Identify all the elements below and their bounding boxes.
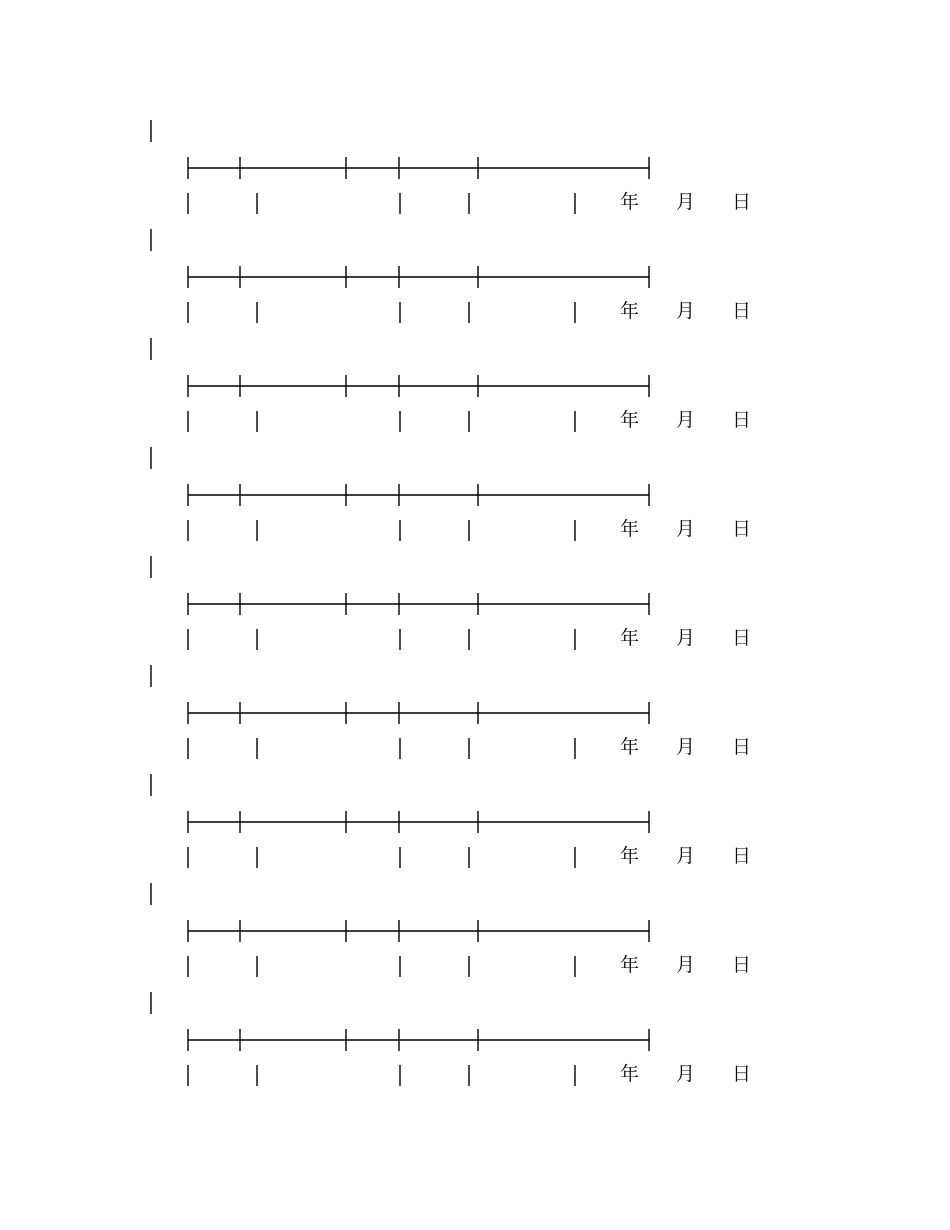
date-label-year: 年: [620, 954, 640, 976]
date-label-month: 月: [676, 409, 696, 431]
date-label-year: 年: [620, 627, 640, 649]
date-label-month: 月: [676, 845, 696, 867]
date-label-year: 年: [620, 518, 640, 540]
date-label-month: 月: [676, 300, 696, 322]
date-label-day: 日: [732, 518, 752, 540]
date-label-year: 年: [620, 736, 640, 758]
date-label-day: 日: [732, 300, 752, 322]
date-label-month: 月: [676, 627, 696, 649]
date-label-year: 年: [620, 409, 640, 431]
date-label-year: 年: [620, 300, 640, 322]
date-label-day: 日: [732, 736, 752, 758]
date-label-day: 日: [732, 409, 752, 431]
date-label-day: 日: [732, 191, 752, 213]
date-label-month: 月: [676, 1063, 696, 1085]
date-label-day: 日: [732, 954, 752, 976]
date-label-day: 日: [732, 845, 752, 867]
date-label-day: 日: [732, 1063, 752, 1085]
date-label-month: 月: [676, 518, 696, 540]
date-label-year: 年: [620, 191, 640, 213]
date-label-year: 年: [620, 845, 640, 867]
date-label-year: 年: [620, 1063, 640, 1085]
date-label-month: 月: [676, 191, 696, 213]
date-label-month: 月: [676, 954, 696, 976]
date-label-day: 日: [732, 627, 752, 649]
date-label-month: 月: [676, 736, 696, 758]
